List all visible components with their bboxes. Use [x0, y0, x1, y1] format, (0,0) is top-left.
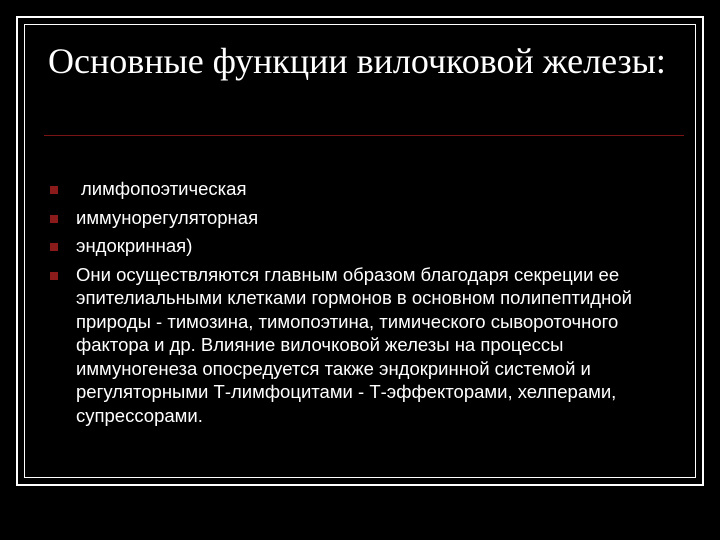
title-divider [44, 135, 684, 136]
square-bullet-icon [50, 186, 58, 194]
square-bullet-icon [50, 272, 58, 280]
square-bullet-icon [50, 215, 58, 223]
list-item [48, 263, 678, 428]
list-item-text: лимфопоэтическая [81, 178, 247, 199]
list-item [48, 206, 678, 230]
square-bullet-icon [50, 243, 58, 251]
slide-title: Основные функции вилочковой железы: [48, 41, 666, 81]
list-item [48, 177, 678, 201]
list-item [48, 234, 678, 258]
list-item-text: Они осуществляются главным образом благодаря секреции ее эпителиальными клетками гормонов в основном полипептидной природы - тимозина, тимопоэтина, тимического сывороточного фактора и др. Влияние вилочковой железы на процессы иммуногенеза опосредуется также эндокринной системой и регуляторными Т-лимфоцитами - Т-эффекторами, хелперами, супрессорами. [76, 263, 632, 426]
list-item-text: иммунорегуляторная [76, 206, 259, 228]
list-item-text: эндокринная) [76, 235, 193, 256]
bullet-list [48, 177, 678, 432]
